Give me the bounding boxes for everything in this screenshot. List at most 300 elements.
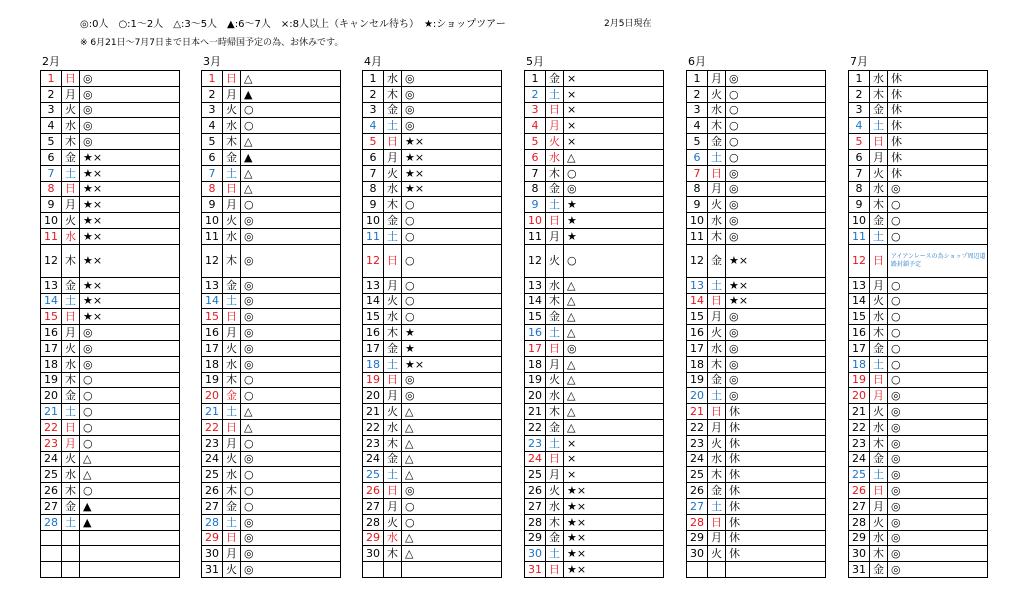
day-number: 22 bbox=[687, 419, 708, 435]
day-number: 1 bbox=[41, 71, 62, 87]
availability-mark: △ bbox=[80, 467, 180, 483]
day-number: 13 bbox=[41, 277, 62, 293]
availability-mark: ★× bbox=[564, 562, 664, 578]
availability-mark: ◎ bbox=[241, 277, 341, 293]
weekday: 日 bbox=[223, 71, 241, 87]
availability-mark: ○ bbox=[564, 165, 664, 181]
month-column-may bbox=[524, 54, 664, 578]
availability-mark: ○ bbox=[241, 483, 341, 499]
weekday: 金 bbox=[223, 277, 241, 293]
availability-mark: ◎ bbox=[402, 102, 502, 118]
weekday: 土 bbox=[62, 404, 80, 420]
day-row bbox=[363, 514, 502, 530]
availability-mark: ★× bbox=[80, 244, 180, 277]
availability-mark: △ bbox=[241, 165, 341, 181]
day-row bbox=[202, 197, 341, 213]
weekday: 金 bbox=[384, 340, 402, 356]
weekday: 木 bbox=[546, 293, 564, 309]
day-number: 25 bbox=[41, 467, 62, 483]
day-row bbox=[525, 309, 664, 325]
availability-mark: ★× bbox=[402, 181, 502, 197]
availability-mark: △ bbox=[564, 388, 664, 404]
day-number: 12 bbox=[363, 244, 384, 277]
day-row bbox=[687, 213, 826, 229]
availability-mark: ○ bbox=[888, 213, 988, 229]
day-number: 15 bbox=[41, 309, 62, 325]
day-row bbox=[41, 181, 180, 197]
availability-mark: ○ bbox=[241, 388, 341, 404]
availability-mark: 休 bbox=[726, 498, 826, 514]
weekday: 水 bbox=[708, 213, 726, 229]
day-row bbox=[202, 404, 341, 420]
day-row bbox=[363, 118, 502, 134]
day-row bbox=[202, 134, 341, 150]
month-table bbox=[686, 70, 826, 578]
availability-mark bbox=[726, 562, 826, 578]
weekday: 火 bbox=[546, 483, 564, 499]
weekday: 月 bbox=[62, 435, 80, 451]
day-number: 1 bbox=[849, 71, 870, 87]
day-number: 11 bbox=[687, 228, 708, 244]
availability-mark: ◎ bbox=[888, 451, 988, 467]
day-number: 11 bbox=[849, 228, 870, 244]
day-row bbox=[687, 467, 826, 483]
weekday: 木 bbox=[384, 325, 402, 341]
availability-mark: ▲ bbox=[80, 498, 180, 514]
weekday: 木 bbox=[223, 134, 241, 150]
availability-mark: ★× bbox=[564, 514, 664, 530]
weekday: 火 bbox=[384, 514, 402, 530]
day-number: 11 bbox=[363, 228, 384, 244]
day-number: 4 bbox=[41, 118, 62, 134]
day-row bbox=[849, 244, 988, 277]
availability-mark: ◎ bbox=[402, 372, 502, 388]
availability-mark: ▲ bbox=[80, 514, 180, 530]
availability-mark: △ bbox=[402, 404, 502, 420]
day-row bbox=[202, 102, 341, 118]
day-row bbox=[525, 498, 664, 514]
availability-mark: ◎ bbox=[726, 165, 826, 181]
day-row bbox=[525, 340, 664, 356]
day-number: 20 bbox=[41, 388, 62, 404]
day-row bbox=[41, 372, 180, 388]
day-number: 4 bbox=[525, 118, 546, 134]
weekday: 金 bbox=[384, 102, 402, 118]
weekday: 木 bbox=[223, 372, 241, 388]
day-row bbox=[849, 213, 988, 229]
weekday: 木 bbox=[708, 118, 726, 134]
day-row bbox=[41, 546, 180, 562]
availability-mark: ○ bbox=[402, 293, 502, 309]
availability-mark: ◎ bbox=[241, 514, 341, 530]
availability-mark: ○ bbox=[726, 118, 826, 134]
availability-mark: ★× bbox=[80, 293, 180, 309]
day-row bbox=[202, 277, 341, 293]
day-number: 2 bbox=[687, 86, 708, 102]
availability-mark bbox=[80, 546, 180, 562]
day-row bbox=[849, 562, 988, 578]
day-row bbox=[687, 435, 826, 451]
availability-mark: ◎ bbox=[888, 181, 988, 197]
availability-mark: △ bbox=[564, 149, 664, 165]
availability-mark: 休 bbox=[888, 165, 988, 181]
availability-mark: 休 bbox=[888, 71, 988, 87]
availability-mark: × bbox=[564, 102, 664, 118]
day-row bbox=[202, 419, 341, 435]
weekday: 木 bbox=[223, 244, 241, 277]
availability-mark: ○ bbox=[888, 325, 988, 341]
weekday: 木 bbox=[546, 404, 564, 420]
weekday bbox=[62, 530, 80, 546]
availability-mark: ★× bbox=[402, 134, 502, 150]
weekday: 日 bbox=[546, 562, 564, 578]
day-number: 19 bbox=[363, 372, 384, 388]
day-row bbox=[849, 467, 988, 483]
weekday: 月 bbox=[384, 277, 402, 293]
day-row bbox=[202, 293, 341, 309]
availability-mark: ○ bbox=[241, 467, 341, 483]
day-number: 20 bbox=[849, 388, 870, 404]
day-row bbox=[525, 467, 664, 483]
day-row bbox=[363, 562, 502, 578]
availability-mark: △ bbox=[564, 372, 664, 388]
weekday: 金 bbox=[384, 451, 402, 467]
weekday: 金 bbox=[870, 102, 888, 118]
day-row bbox=[525, 451, 664, 467]
day-number: 17 bbox=[41, 340, 62, 356]
day-number: 16 bbox=[363, 325, 384, 341]
weekday: 水 bbox=[546, 149, 564, 165]
weekday: 日 bbox=[870, 244, 888, 277]
weekday: 火 bbox=[870, 293, 888, 309]
availability-mark: × bbox=[564, 86, 664, 102]
weekday: 水 bbox=[223, 118, 241, 134]
weekday: 月 bbox=[546, 118, 564, 134]
day-number bbox=[41, 546, 62, 562]
day-row bbox=[687, 388, 826, 404]
day-number: 26 bbox=[41, 483, 62, 499]
day-number: 11 bbox=[202, 228, 223, 244]
availability-mark: △ bbox=[402, 451, 502, 467]
weekday: 土 bbox=[384, 356, 402, 372]
day-row bbox=[202, 530, 341, 546]
availability-mark: ○ bbox=[241, 118, 341, 134]
weekday: 土 bbox=[223, 514, 241, 530]
weekday: 水 bbox=[384, 309, 402, 325]
day-row bbox=[202, 86, 341, 102]
day-row bbox=[41, 498, 180, 514]
day-number: 8 bbox=[849, 181, 870, 197]
day-number: 24 bbox=[687, 451, 708, 467]
weekday: 土 bbox=[62, 514, 80, 530]
day-row bbox=[41, 213, 180, 229]
availability-mark: ○ bbox=[402, 244, 502, 277]
availability-mark: ◎ bbox=[888, 388, 988, 404]
day-row bbox=[41, 514, 180, 530]
day-row bbox=[202, 309, 341, 325]
availability-mark: ○ bbox=[241, 435, 341, 451]
day-row bbox=[525, 356, 664, 372]
weekday: 土 bbox=[62, 293, 80, 309]
availability-mark: ○ bbox=[888, 340, 988, 356]
day-row bbox=[525, 86, 664, 102]
day-number: 7 bbox=[849, 165, 870, 181]
day-row bbox=[687, 325, 826, 341]
availability-mark: ★× bbox=[80, 197, 180, 213]
road-closure-note: アイアンレースの為ショップ周辺道路封鎖予定 bbox=[891, 252, 986, 268]
weekday: 木 bbox=[384, 546, 402, 562]
day-row bbox=[363, 228, 502, 244]
day-row bbox=[525, 165, 664, 181]
weekday: 金 bbox=[546, 309, 564, 325]
day-number: 22 bbox=[849, 419, 870, 435]
weekday: 火 bbox=[546, 244, 564, 277]
day-row bbox=[849, 71, 988, 87]
day-number: 29 bbox=[202, 530, 223, 546]
day-row bbox=[687, 118, 826, 134]
availability-mark: ○ bbox=[888, 277, 988, 293]
availability-mark: 休 bbox=[726, 467, 826, 483]
weekday: 月 bbox=[223, 546, 241, 562]
availability-mark: × bbox=[564, 71, 664, 87]
month-column-jul bbox=[848, 54, 988, 578]
day-number: 15 bbox=[849, 309, 870, 325]
day-number: 29 bbox=[363, 530, 384, 546]
availability-mark: 休 bbox=[726, 435, 826, 451]
weekday: 月 bbox=[870, 388, 888, 404]
availability-mark: ★× bbox=[726, 293, 826, 309]
availability-mark: × bbox=[564, 467, 664, 483]
weekday: 水 bbox=[708, 340, 726, 356]
day-number: 8 bbox=[687, 181, 708, 197]
weekday: 月 bbox=[708, 181, 726, 197]
weekday: 土 bbox=[870, 467, 888, 483]
weekday: 金 bbox=[546, 181, 564, 197]
day-number: 20 bbox=[525, 388, 546, 404]
day-number: 14 bbox=[202, 293, 223, 309]
day-number bbox=[41, 530, 62, 546]
day-number: 6 bbox=[363, 149, 384, 165]
availability-mark: △ bbox=[80, 451, 180, 467]
day-row bbox=[202, 483, 341, 499]
availability-mark: 休 bbox=[726, 483, 826, 499]
weekday: 木 bbox=[546, 514, 564, 530]
availability-mark: △ bbox=[241, 404, 341, 420]
day-number: 5 bbox=[363, 134, 384, 150]
day-row bbox=[363, 86, 502, 102]
day-number: 13 bbox=[202, 277, 223, 293]
day-number: 6 bbox=[41, 149, 62, 165]
day-row bbox=[849, 340, 988, 356]
day-number: 13 bbox=[525, 277, 546, 293]
availability-mark: ★× bbox=[80, 181, 180, 197]
availability-mark: ★ bbox=[564, 213, 664, 229]
weekday: 日 bbox=[384, 134, 402, 150]
weekday: 水 bbox=[62, 356, 80, 372]
weekday: 日 bbox=[546, 102, 564, 118]
day-row bbox=[849, 419, 988, 435]
day-number: 12 bbox=[849, 244, 870, 277]
availability-mark: ○ bbox=[80, 435, 180, 451]
day-row bbox=[687, 228, 826, 244]
weekday: 水 bbox=[870, 181, 888, 197]
day-number: 18 bbox=[41, 356, 62, 372]
availability-mark: △ bbox=[564, 309, 664, 325]
day-number: 27 bbox=[525, 498, 546, 514]
day-row bbox=[363, 404, 502, 420]
availability-mark: ◎ bbox=[564, 340, 664, 356]
weekday: 木 bbox=[870, 197, 888, 213]
day-row bbox=[41, 102, 180, 118]
day-number: 1 bbox=[687, 71, 708, 87]
day-row bbox=[41, 244, 180, 277]
day-row bbox=[687, 419, 826, 435]
availability-mark bbox=[80, 530, 180, 546]
day-number: 4 bbox=[202, 118, 223, 134]
month-column-feb bbox=[40, 54, 180, 578]
availability-mark: △ bbox=[564, 325, 664, 341]
day-row bbox=[687, 71, 826, 87]
weekday: 土 bbox=[708, 149, 726, 165]
day-number: 23 bbox=[849, 435, 870, 451]
day-number: 7 bbox=[41, 165, 62, 181]
day-row bbox=[41, 86, 180, 102]
day-number: 21 bbox=[525, 404, 546, 420]
availability-mark: ◎ bbox=[402, 71, 502, 87]
weekday: 金 bbox=[870, 213, 888, 229]
weekday: 火 bbox=[223, 451, 241, 467]
day-row bbox=[41, 325, 180, 341]
weekday: 土 bbox=[546, 435, 564, 451]
weekday: 火 bbox=[708, 435, 726, 451]
day-number: 19 bbox=[41, 372, 62, 388]
day-number: 15 bbox=[687, 309, 708, 325]
weekday: 火 bbox=[384, 293, 402, 309]
availability-mark: ★× bbox=[564, 546, 664, 562]
availability-mark: ◎ bbox=[80, 356, 180, 372]
weekday: 月 bbox=[62, 197, 80, 213]
availability-mark: ★× bbox=[80, 228, 180, 244]
day-row bbox=[687, 149, 826, 165]
weekday: 月 bbox=[223, 325, 241, 341]
weekday: 金 bbox=[708, 244, 726, 277]
day-number: 11 bbox=[41, 228, 62, 244]
day-row bbox=[849, 388, 988, 404]
day-number: 10 bbox=[687, 213, 708, 229]
weekday: 日 bbox=[708, 514, 726, 530]
weekday: 土 bbox=[384, 228, 402, 244]
day-number: 23 bbox=[525, 435, 546, 451]
day-row bbox=[525, 404, 664, 420]
day-row bbox=[363, 356, 502, 372]
day-number: 28 bbox=[363, 514, 384, 530]
availability-mark: ◎ bbox=[726, 309, 826, 325]
weekday: 土 bbox=[708, 388, 726, 404]
availability-mark: ○ bbox=[80, 419, 180, 435]
day-number: 19 bbox=[202, 372, 223, 388]
day-number: 17 bbox=[687, 340, 708, 356]
weekday: 月 bbox=[384, 149, 402, 165]
day-row bbox=[525, 244, 664, 277]
availability-mark: ★× bbox=[402, 356, 502, 372]
availability-mark: ◎ bbox=[726, 181, 826, 197]
weekday: 日 bbox=[223, 309, 241, 325]
day-row bbox=[202, 388, 341, 404]
availability-mark: △ bbox=[241, 181, 341, 197]
day-number: 9 bbox=[41, 197, 62, 213]
weekday: 火 bbox=[546, 134, 564, 150]
day-number: 22 bbox=[525, 419, 546, 435]
day-number: 20 bbox=[363, 388, 384, 404]
day-row bbox=[687, 372, 826, 388]
weekday: 水 bbox=[62, 118, 80, 134]
day-row bbox=[41, 530, 180, 546]
day-number: 13 bbox=[849, 277, 870, 293]
availability-mark: ★ bbox=[564, 228, 664, 244]
availability-mark: ◎ bbox=[241, 356, 341, 372]
day-number: 1 bbox=[202, 71, 223, 87]
availability-mark: ▲ bbox=[241, 86, 341, 102]
day-row bbox=[202, 435, 341, 451]
day-number: 28 bbox=[525, 514, 546, 530]
weekday: 日 bbox=[62, 71, 80, 87]
availability-mark: ◎ bbox=[402, 86, 502, 102]
availability-mark: ★× bbox=[80, 165, 180, 181]
weekday: 土 bbox=[546, 325, 564, 341]
day-number: 21 bbox=[363, 404, 384, 420]
day-number: 9 bbox=[849, 197, 870, 213]
availability-mark: ○ bbox=[241, 102, 341, 118]
day-row bbox=[202, 356, 341, 372]
day-number: 5 bbox=[525, 134, 546, 150]
weekday: 日 bbox=[870, 372, 888, 388]
weekday: 日 bbox=[384, 244, 402, 277]
month-column-mar bbox=[201, 54, 341, 578]
day-row bbox=[363, 149, 502, 165]
availability-mark: ◎ bbox=[241, 451, 341, 467]
weekday: 金 bbox=[870, 451, 888, 467]
day-row bbox=[849, 149, 988, 165]
availability-mark: ◎ bbox=[888, 498, 988, 514]
day-row bbox=[687, 86, 826, 102]
availability-mark: △ bbox=[564, 293, 664, 309]
day-row bbox=[202, 244, 341, 277]
day-row bbox=[525, 181, 664, 197]
availability-mark: △ bbox=[241, 419, 341, 435]
weekday: 日 bbox=[870, 134, 888, 150]
day-number: 17 bbox=[849, 340, 870, 356]
day-row bbox=[41, 277, 180, 293]
weekday: 火 bbox=[870, 404, 888, 420]
weekday: 月 bbox=[62, 86, 80, 102]
availability-mark: 休 bbox=[888, 134, 988, 150]
availability-mark: ★× bbox=[402, 165, 502, 181]
weekday: 火 bbox=[870, 514, 888, 530]
month-label: 2月 bbox=[42, 55, 60, 68]
day-number: 30 bbox=[849, 546, 870, 562]
availability-mark: ○ bbox=[402, 213, 502, 229]
weekday: 金 bbox=[384, 213, 402, 229]
day-number: 2 bbox=[849, 86, 870, 102]
day-number: 5 bbox=[41, 134, 62, 150]
weekday: 月 bbox=[870, 277, 888, 293]
weekday: 木 bbox=[62, 134, 80, 150]
day-row bbox=[202, 340, 341, 356]
day-number bbox=[41, 562, 62, 578]
day-row bbox=[687, 181, 826, 197]
availability-mark: ○ bbox=[241, 498, 341, 514]
day-number: 27 bbox=[41, 498, 62, 514]
